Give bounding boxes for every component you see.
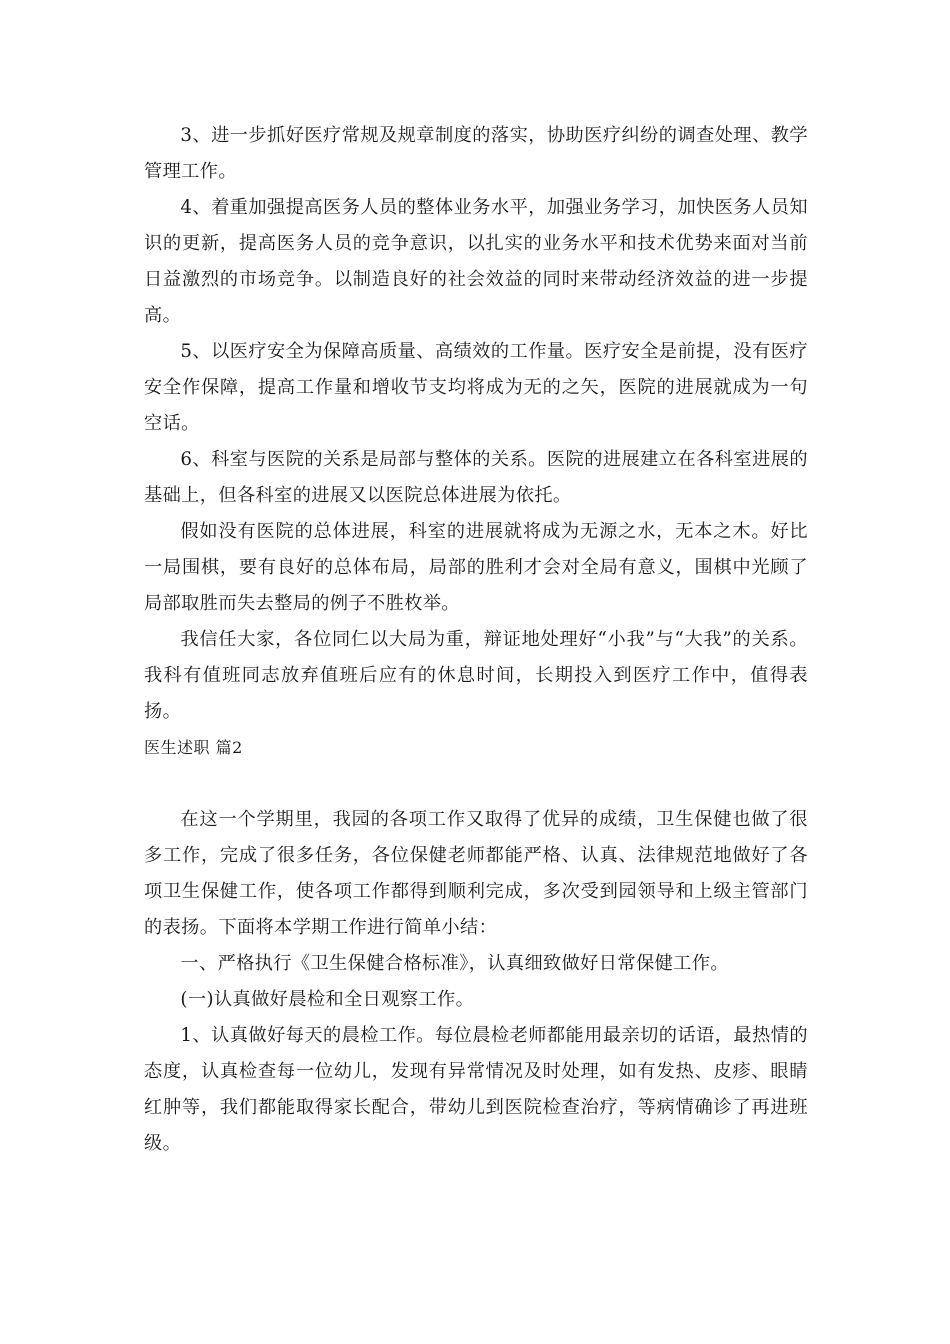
paragraph-item-4: 4、着重加强提高医务人员的整体业务水平，加强业务学习，加快医务人员知识的更新，提高医务人员的竞争意识，以扎实的业务水平和技术优势来面对当前日益激烈的市场竞争。以制造良好的社会效益的同时来带动经济效益的进一步提高。 <box>144 197 808 326</box>
paragraph-closing: 我信任大家，各位同仁以大局为重，辩证地处理好“小我”与“大我”的关系。我科有值班同志放弃值班后应有的休息时间，长期投入到医疗工作中，值得表扬。 <box>144 629 808 722</box>
paragraph-item-3: 3、进一步抓好医疗常规及规章制度的落实，协助医疗纠纷的调查处理、教学管理工作。 <box>144 125 808 182</box>
paragraph-semester-summary: 在这一个学期里，我园的各项工作又取得了优异的成绩，卫生保健也做了很多工作，完成了很多任务，各位保健老师都能严格、认真、法律规范地做好了各项卫生保健工作，使各项工作都得到顺利完成，多次受到园领导和上级主管部门的表扬。下面将本学期工作进行简单小结： <box>144 809 808 938</box>
section-heading: 医生述职 篇2 <box>144 738 243 757</box>
paragraph-morning-check: 1、认真做好每天的晨检工作。每位晨检老师都能用最亲切的话语，最热情的态度，认真检查每一位幼儿，发现有异常情况及时处理，如有发热、皮疹、眼睛红肿等，我们都能取得家长配合，带幼儿到医院检查治疗，等病情确诊了再进班级。 <box>144 1025 808 1154</box>
paragraph-subsection: (一)认真做好晨检和全日观察工作。 <box>180 989 475 1010</box>
paragraph-item-6: 6、科室与医院的关系是局部与整体的关系。医院的进展建立在各科室进展的基础上，但各科室的进展又以医院总体进展为依托。 <box>144 449 808 506</box>
document-body <box>144 118 808 1162</box>
paragraph-overall-development: 假如没有医院的总体进展，科室的进展就将成为无源之水，无本之木。好比一局围棋，要有良好的总体布局，局部的胜利才会对全局有意义，围棋中光顾了局部取胜而失去整局的例子不胜枚举。 <box>144 521 808 614</box>
section-spacer <box>144 766 808 802</box>
paragraph-item-5: 5、以医疗安全为保障高质量、高绩效的工作量。医疗安全是前提，没有医疗安全作保障，提高工作量和增收节支均将成为无的之矢，医院的进展就成为一句空话。 <box>144 341 808 434</box>
paragraph-standard: 一、严格执行《卫生保健合格标准》，认真细致做好日常保健工作。 <box>180 953 729 974</box>
